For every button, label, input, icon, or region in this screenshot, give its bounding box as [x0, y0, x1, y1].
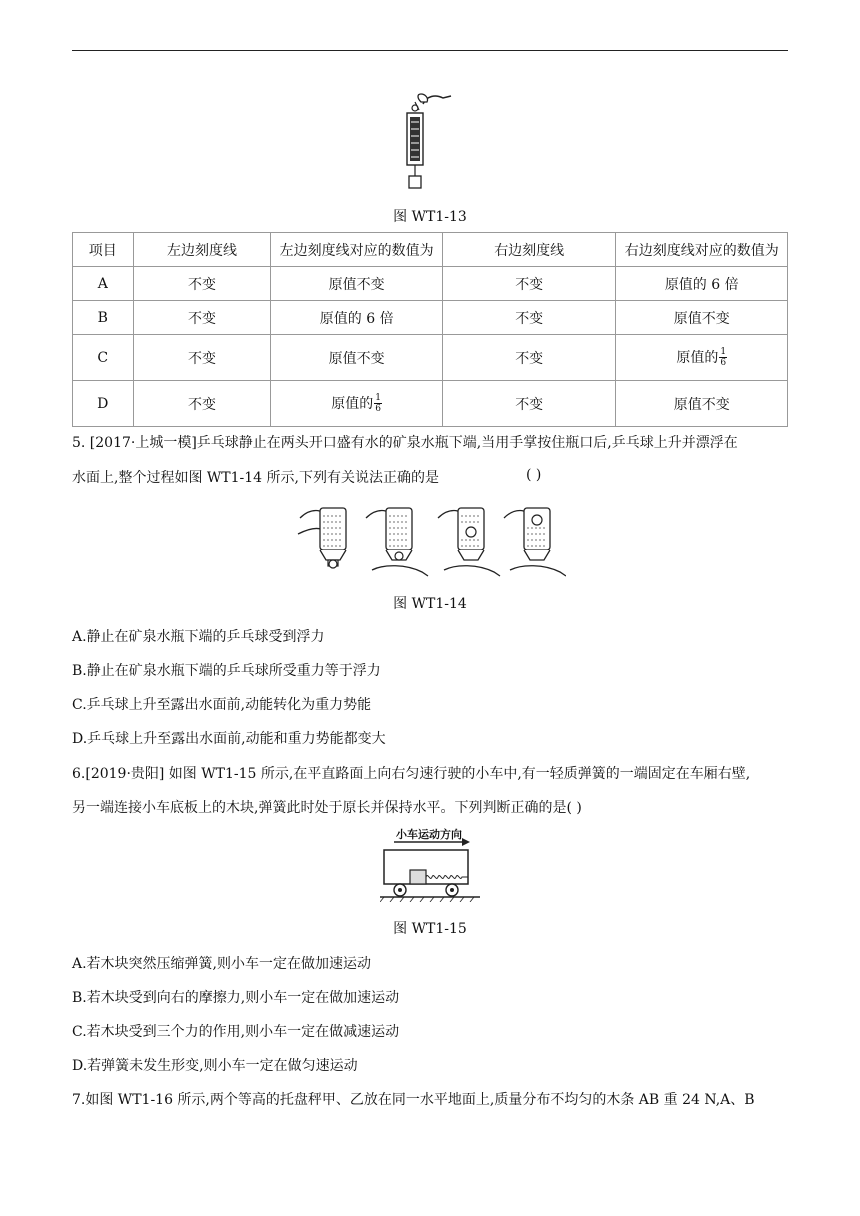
bottle-sequence-figure: [296, 498, 566, 580]
header-rule: [72, 50, 788, 51]
fraction-denominator: 6: [720, 358, 727, 369]
table-cell: 原值的 6 倍: [616, 267, 788, 301]
table-header-row: [73, 233, 788, 267]
answer-blank: ( ): [526, 467, 542, 483]
table-header-cell: 左边刻度线对应的数值为: [271, 233, 443, 267]
q5-option-c: C.乒乓球上升至露出水面前,动能转化为重力势能: [72, 697, 372, 713]
table-cell: 不变: [442, 301, 616, 335]
table-cell: 原值不变: [271, 335, 443, 381]
q7-stem-line-1: 7.如图 WT1-16 所示,两个等高的托盘秤甲、乙放在同一水平地面上,质量分布不均匀的木条 AB 重 24 N,A、B: [72, 1092, 755, 1108]
table-cell: 不变: [133, 301, 271, 335]
figure-caption-wt1-15: 图 WT1-15: [393, 921, 467, 937]
fraction-numerator: 1: [720, 347, 727, 358]
q6-stem-line-1: 6.[2019·贵阳] 如图 WT1-15 所示,在平直路面上向右匀速行驶的小车中,有一轻质弹簧的一端固定在车厢右壁,: [72, 766, 751, 782]
table-cell: 原值不变: [271, 267, 443, 301]
table-header-cell: 左边刻度线: [133, 233, 271, 267]
q5-option-a: A.静止在矿泉水瓶下端的乒乓球受到浮力: [72, 629, 325, 645]
table-cell: 原值的 6 倍: [271, 301, 443, 335]
table-cell: 不变: [133, 335, 271, 381]
table-cell: 不变: [442, 335, 616, 381]
q6-option-c: C.若木块受到三个力的作用,则小车一定在做减速运动: [72, 1024, 400, 1040]
table-cell: 不变: [442, 267, 616, 301]
fraction-prefix: 原值的: [676, 349, 719, 366]
fraction: [719, 347, 727, 368]
figure-caption-wt1-14: 图 WT1-14: [393, 596, 467, 612]
table-cell: C: [73, 335, 134, 381]
table-cell: 原值不变: [616, 301, 788, 335]
table-header-cell: 右边刻度线: [442, 233, 616, 267]
table-row: [73, 381, 788, 427]
bottle-stage-4: [504, 508, 566, 576]
table-cell: B: [73, 301, 134, 335]
table-cell: 原值不变: [616, 381, 788, 427]
fraction-numerator: 1: [375, 393, 382, 404]
table-row: [73, 335, 788, 381]
q5-stem-text: 水面上,整个过程如图 WT1-14 所示,下列有关说法正确的是: [72, 470, 439, 486]
table-cell: 不变: [133, 267, 271, 301]
bottle-stage-3: [438, 508, 500, 576]
fraction: [374, 393, 382, 414]
table-cell: 不变: [133, 381, 271, 427]
table-row: [73, 301, 788, 335]
q6-option-b: B.若木块受到向右的摩擦力,则小车一定在做加速运动: [72, 990, 400, 1006]
fraction-denominator: 6: [375, 404, 382, 415]
table-cell: 不变: [442, 381, 616, 427]
table-cell: D: [73, 381, 134, 427]
cart-direction-label: 小车运动方向: [396, 828, 462, 841]
cart-figure: [380, 826, 480, 902]
q6-option-d: D.若弹簧未发生形变,则小车一定在做匀速运动: [72, 1058, 358, 1074]
spring-scale-figure: [395, 90, 455, 200]
figure-caption-wt1-13: 图 WT1-13: [393, 209, 467, 225]
q6-option-a: A.若木块突然压缩弹簧,则小车一定在做加速运动: [72, 956, 372, 972]
table-cell: A: [73, 267, 134, 301]
bottle-stage-1: [298, 508, 346, 568]
fraction-prefix: 原值的: [331, 395, 374, 412]
q6-stem-line-2: 另一端连接小车底板上的木块,弹簧此时处于原长并保持水平。下列判断正确的是( ): [72, 800, 582, 816]
q5-stem-line-2: [72, 467, 788, 487]
cart-drawing: [380, 826, 480, 902]
q5-option-d: D.乒乓球上升至露出水面前,动能和重力势能都变大: [72, 731, 386, 747]
table-header-cell: 右边刻度线对应的数值为: [616, 233, 788, 267]
options-table: [72, 232, 788, 427]
table-cell: [271, 381, 443, 427]
q5-stem-line-1: 5. [2017·上城一模]乒乓球静止在两头开口盛有水的矿泉水瓶下端,当用手掌按住瓶口后,乒乓球上升并漂浮在: [72, 435, 738, 451]
bottle-stage-2: [366, 508, 428, 576]
q5-option-b: B.静止在矿泉水瓶下端的乒乓球所受重力等于浮力: [72, 663, 381, 679]
table-cell: [616, 335, 788, 381]
table-row: [73, 267, 788, 301]
table-header-cell: 项目: [73, 233, 134, 267]
